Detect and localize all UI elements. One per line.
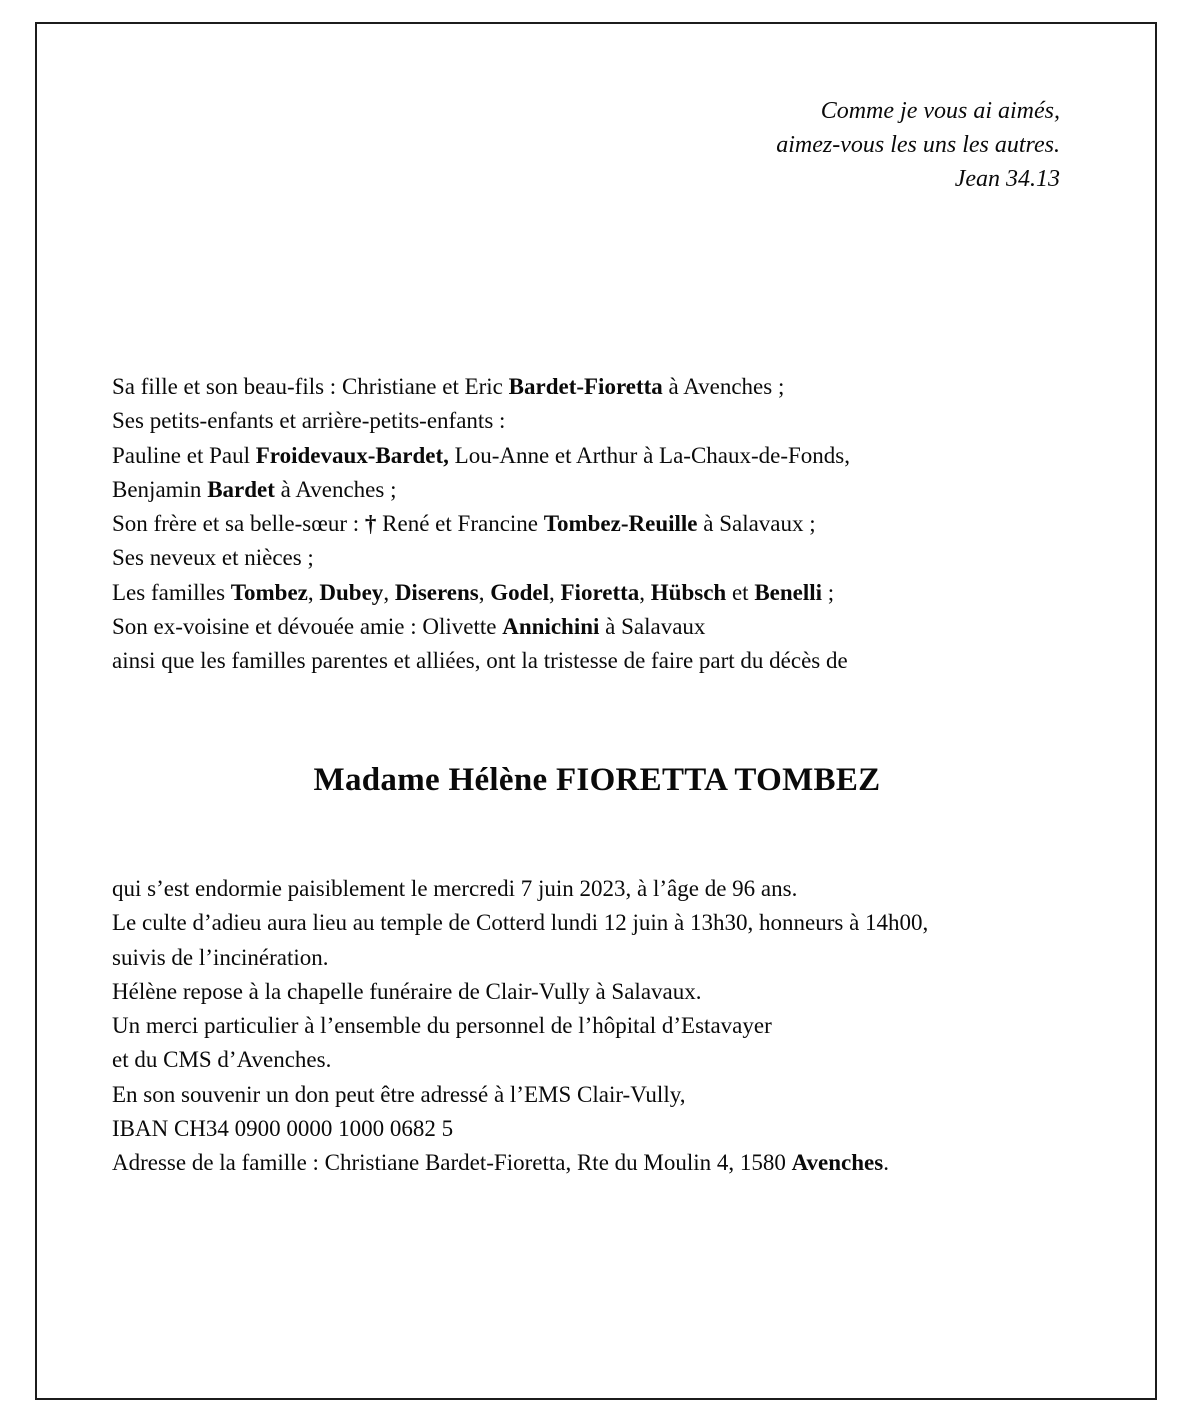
text-line: Benjamin Bardet à Avenches ; — [112, 476, 397, 502]
text-line: aimez-vous les uns les autres. — [776, 132, 1060, 158]
text-line: Ses petits-enfants et arrière-petits-enfants : — [112, 408, 506, 434]
text-line: Pauline et Paul Froidevaux-Bardet, Lou-Anne et Arthur à La-Chaux-de-Fonds, — [112, 442, 851, 468]
text-line: Sa fille et son beau-fils : Christiane et Eric Bardet-Fioretta à Avenches ; — [112, 374, 785, 399]
text-line: Ses neveux et nièces ; — [112, 545, 314, 571]
text-line: Les familles Tombez, Dubey, Diserens, Godel, Fioretta, Hübsch et Benelli ; — [112, 579, 835, 605]
text-line: Adresse de la famille : Christiane Bardet-Fioretta, Rte du Moulin 4, 1580 Avenches. — [112, 1150, 889, 1176]
ceremony-details-paragraph — [112, 872, 1132, 1181]
text-line: IBAN CH34 0900 0000 1000 0682 5 — [112, 1116, 454, 1142]
deceased-name-title: Madame Hélène FIORETTA TOMBEZ — [313, 762, 881, 798]
page-border — [35, 22, 1157, 1400]
text-line: Hélène repose à la chapelle funéraire de Clair-Vully à Salavaux. — [112, 978, 702, 1004]
epigraph-quote — [776, 94, 1060, 196]
text-line: et du CMS d’Avenches. — [112, 1047, 332, 1073]
text-line: suivis de l’incinération. — [112, 944, 329, 970]
text-line: Jean 34.13 — [954, 166, 1060, 192]
text-line: qui s’est endormie paisiblement le mercredi 7 juin 2023, à l’âge de 96 ans. — [112, 876, 798, 901]
text-line: Son frère et sa belle-sœur : † René et Francine Tombez-Reuille à Salavaux ; — [112, 511, 816, 537]
text-line: ainsi que les familles parentes et alliées, ont la tristesse de faire part du décès de — [112, 648, 848, 674]
text-line: Un merci particulier à l’ensemble du personnel de l’hôpital d’Estavayer — [112, 1013, 772, 1039]
text-line: Son ex-voisine et dévouée amie : Olivette Annichini à Salavaux — [112, 614, 706, 640]
text-line: En son souvenir un don peut être adressé à l’EMS Clair-Vully, — [112, 1081, 686, 1107]
text-line: Le culte d’adieu aura lieu au temple de Cotterd lundi 12 juin à 13h30, honneurs à 14h00, — [112, 910, 929, 936]
text-line: Comme je vous ai aimés, — [820, 98, 1060, 124]
family-announcement-paragraph — [112, 370, 1112, 679]
